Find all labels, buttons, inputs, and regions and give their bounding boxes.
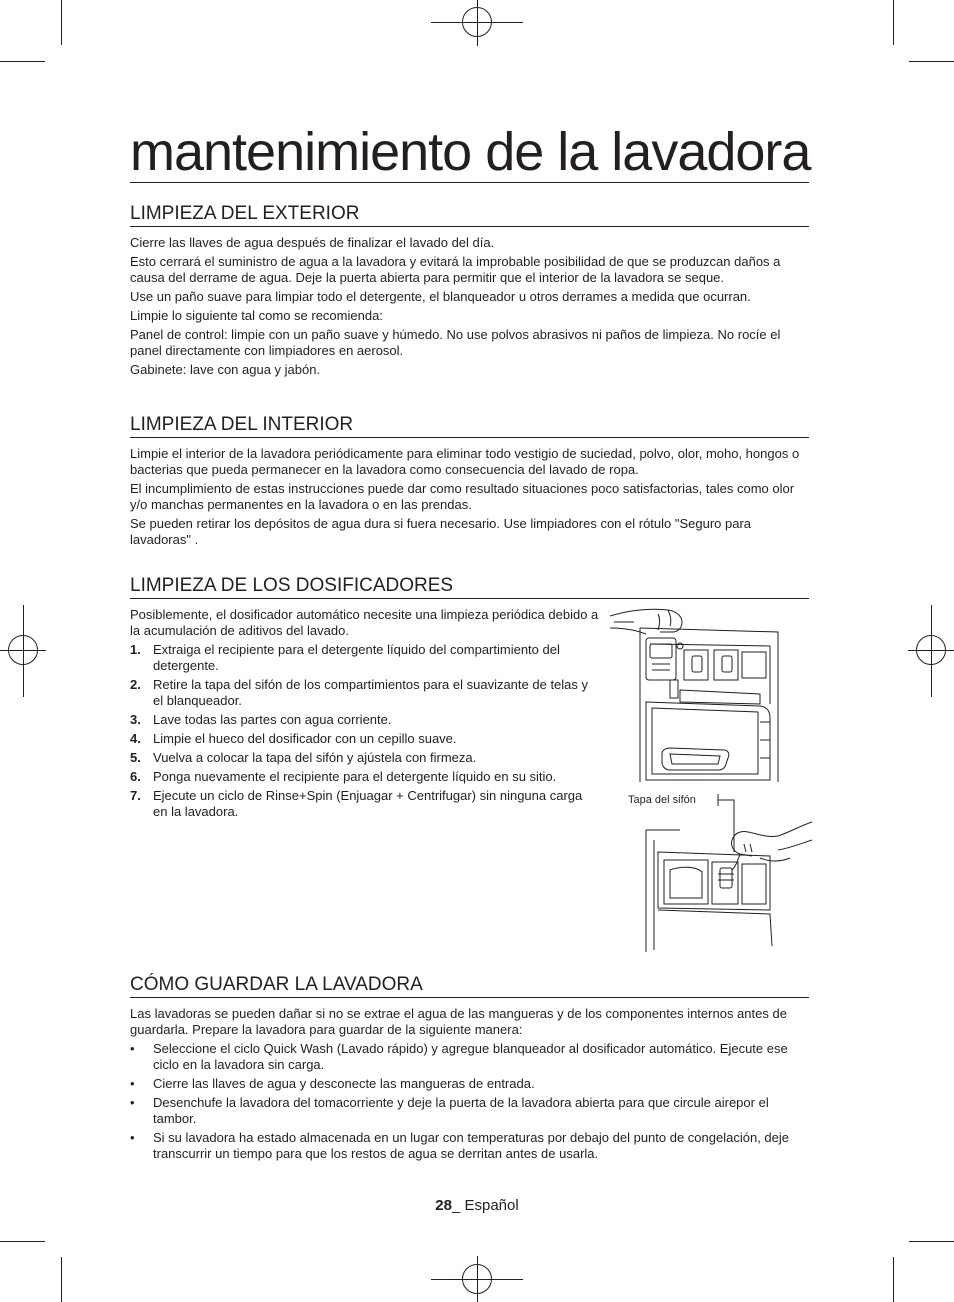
footer-language: _ Español bbox=[451, 1197, 519, 1214]
page-number: 28 bbox=[435, 1197, 452, 1214]
crop-mark bbox=[909, 1241, 954, 1242]
section-heading: LIMPIEZA DEL INTERIOR bbox=[130, 414, 809, 438]
crop-mark bbox=[893, 1257, 894, 1302]
section-heading: LIMPIEZA DE LOS DOSIFICADORES bbox=[130, 575, 809, 599]
steps-list bbox=[130, 642, 600, 820]
paragraph: Esto cerrará el suministro de agua a la lavadora y evitará la improbable posibilidad de que se produzcan daños a causa del derrame de agua. Deje la puerta abierta para permitir que el interior de la lavadora se seque. bbox=[130, 254, 781, 285]
page-title: mantenimiento de la lavadora bbox=[130, 122, 811, 182]
list-item: 7. Ejecute un ciclo de Rinse+Spin (Enjuagar + Centrifugar) sin ninguna carga en la lavadora. bbox=[130, 788, 583, 819]
section-heading: LIMPIEZA DEL EXTERIOR bbox=[130, 203, 809, 227]
section-interior bbox=[130, 414, 809, 551]
section-exterior bbox=[130, 203, 809, 381]
list-item: • Cierre las llaves de agua y desconecte las mangueras de entrada. bbox=[130, 1076, 535, 1091]
crop-mark bbox=[893, 0, 894, 45]
crop-mark bbox=[61, 0, 62, 45]
paragraph: Se pueden retirar los depósitos de agua dura si fuera necesario. Use limpiadores con el rótulo "Seguro para lavadoras" . bbox=[130, 516, 752, 547]
bullet-list bbox=[130, 1041, 809, 1162]
paragraph: Panel de control: limpie con un paño suave y húmedo. No use polvos abrasivos ni paños de limpieza. No rocíe el panel directamente con limpiadores en aerosol. bbox=[130, 327, 781, 358]
paragraph: Posiblemente, el dosificador automático necesite una limpieza periódica debido a la acumulación de aditivos del lavado. bbox=[130, 607, 599, 638]
paragraph: Use un paño suave para limpiar todo el detergente, el blanqueador u otros derrames a medida que ocurran. bbox=[130, 289, 751, 304]
page-footer bbox=[0, 1197, 954, 1214]
section-heading: CÓMO GUARDAR LA LAVADORA bbox=[130, 974, 809, 998]
crop-mark bbox=[61, 1257, 62, 1302]
list-item: 4. Limpie el hueco del dosificador con un cepillo suave. bbox=[130, 731, 457, 746]
section-storage bbox=[130, 974, 809, 1165]
paragraph: Limpie lo siguiente tal como se recomienda: bbox=[130, 308, 383, 323]
paragraph: El incumplimiento de estas instrucciones puede dar como resultado situaciones poco satisfactorias, tales como olor y/o manchas permanentes en la lavadora o en las prendas. bbox=[130, 481, 795, 512]
list-item: • Seleccione el ciclo Quick Wash (Lavado rápido) y agregue blanqueador al dosificador automático. Ejecute ese ciclo en la lavadora sin carga. bbox=[130, 1041, 788, 1072]
crop-mark bbox=[0, 1241, 45, 1242]
crop-mark bbox=[909, 61, 954, 62]
crop-mark bbox=[0, 61, 45, 62]
list-item: 5. Vuelva a colocar la tapa del sifón y ajústela con firmeza. bbox=[130, 750, 477, 765]
cycle-name: Rinse+Spin (Enjuagar + Centrifugar) bbox=[265, 788, 477, 803]
list-item: 1. Extraiga el recipiente para el detergente líquido del compartimiento del detergente. bbox=[130, 642, 560, 673]
paragraph: Gabinete: lave con agua y jabón. bbox=[130, 362, 321, 377]
list-item: 6. Ponga nuevamente el recipiente para el detergente líquido en su sitio. bbox=[130, 769, 557, 784]
list-item: 2. Retire la tapa del sifón de los compartimientos para el suavizante de telas y el blanqueador. bbox=[130, 677, 589, 708]
siphon-cap-illustration bbox=[640, 818, 812, 952]
paragraph: Limpie el interior de la lavadora periódicamente para eliminar todo vestigio de suciedad, polvo, olor, moho, hongos o bacterias que pueda permanecer en la lavadora como consecuencia del lavado de ropa. bbox=[130, 446, 800, 477]
siphon-cap-label: Tapa del sifón bbox=[628, 794, 696, 806]
list-item: • Desenchufe la lavadora del tomacorriente y deje la puerta de la lavadora abierta para que circule airepor el tambor. bbox=[130, 1095, 769, 1126]
dispenser-removal-illustration bbox=[610, 604, 782, 784]
paragraph: Cierre las llaves de agua después de finalizar el lavado del día. bbox=[130, 235, 495, 250]
list-item: 3. Lave todas las partes con agua corriente. bbox=[130, 712, 392, 727]
paragraph: Las lavadoras se pueden dañar si no se extrae el agua de las mangueras y de los componentes internos antes de guardarla. Prepare la lavadora para guardar de la siguiente manera: bbox=[130, 1006, 787, 1037]
list-item: • Si su lavadora ha estado almacenada en un lugar con temperaturas por debajo del punto de congelación, deje transcurrir un tiempo para que los restos de agua se derritan antes de usarla. bbox=[130, 1130, 789, 1161]
